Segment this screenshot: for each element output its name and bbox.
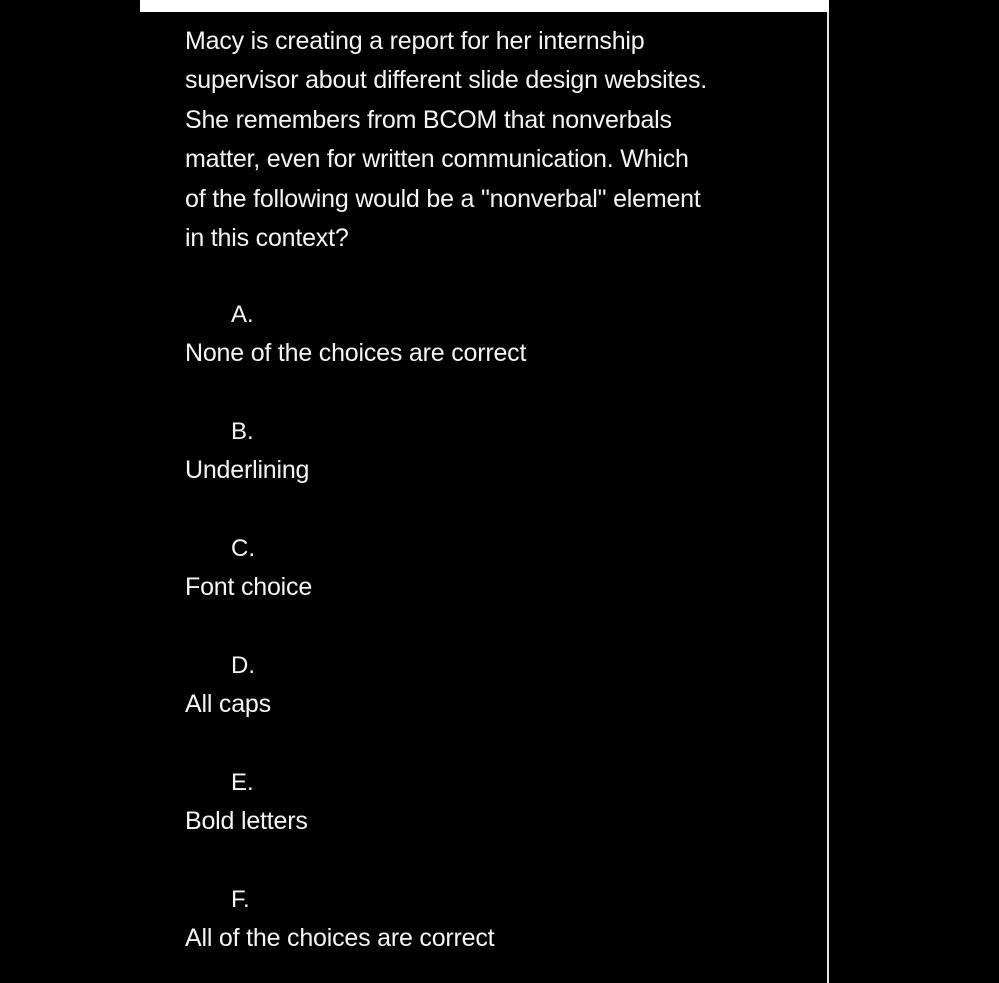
- option-text: Font choice: [185, 573, 313, 601]
- option-b[interactable]: [185, 415, 805, 532]
- question-line: matter, even for written communication. Which: [185, 145, 689, 174]
- option-text: All caps: [185, 690, 271, 718]
- question-text: [185, 22, 805, 258]
- question-line: She remembers from BCOM that nonverbals: [185, 105, 672, 134]
- option-text: None of the choices are correct: [185, 339, 527, 367]
- option-f[interactable]: [185, 883, 805, 983]
- answer-options: [185, 298, 805, 983]
- option-e[interactable]: [185, 766, 805, 883]
- option-letter: C.: [231, 535, 255, 562]
- option-text: Underlining: [185, 456, 310, 484]
- top-white-bar: [140, 0, 829, 12]
- option-text: All of the choices are correct: [185, 924, 495, 952]
- option-letter: B.: [231, 418, 254, 445]
- question-panel: [185, 22, 805, 258]
- question-line: Macy is creating a report for her internship: [185, 27, 645, 55]
- question-line: of the following would be a "nonverbal" element: [185, 184, 701, 213]
- option-c[interactable]: [185, 532, 805, 649]
- option-letter: E.: [231, 769, 254, 796]
- option-d[interactable]: [185, 649, 805, 766]
- right-edge-divider: [827, 12, 829, 983]
- option-letter: F.: [231, 886, 250, 913]
- question-line: supervisor about different slide design websites.: [185, 66, 707, 95]
- option-letter: D.: [231, 652, 255, 679]
- option-text: Bold letters: [185, 807, 308, 835]
- question-line: in this context?: [185, 224, 349, 253]
- option-letter: A.: [231, 301, 254, 328]
- option-a[interactable]: [185, 298, 805, 415]
